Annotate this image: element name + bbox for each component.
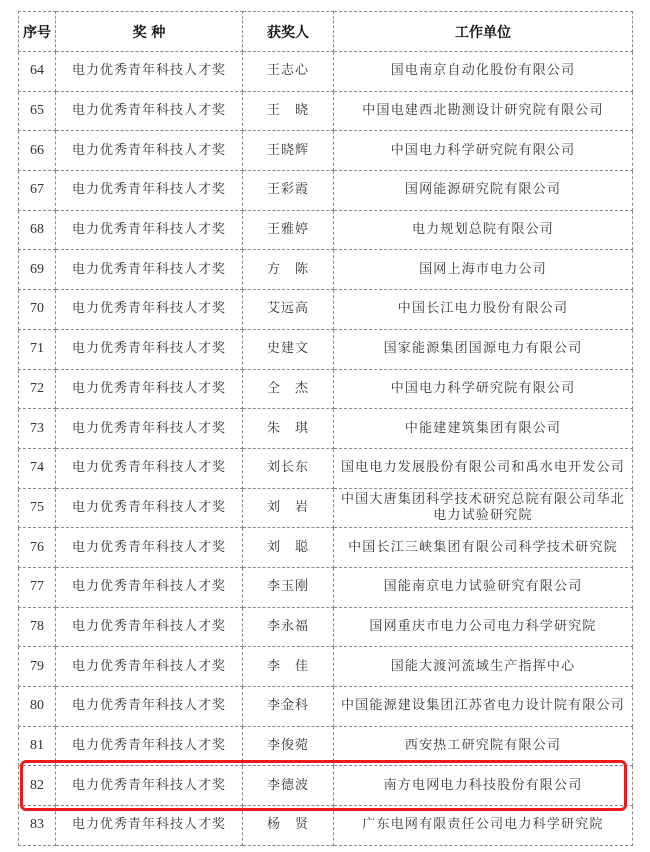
row-award: 电力优秀青年科技人才奖 [56,766,243,806]
row-winner: 刘 聪 [243,528,334,568]
row-winner: 艾远高 [243,290,334,330]
table-row [19,250,633,290]
row-unit: 电力规划总院有限公司 [334,210,633,250]
row-no: 69 [19,250,56,290]
row-no: 66 [19,131,56,171]
row-award: 电力优秀青年科技人才奖 [56,647,243,687]
row-winner: 李永福 [243,607,334,647]
row-no: 64 [19,52,56,92]
row-winner: 刘 岩 [243,488,334,528]
row-no: 76 [19,528,56,568]
table-row-highlighted [19,766,633,806]
row-award: 电力优秀青年科技人才奖 [56,687,243,727]
row-no: 68 [19,210,56,250]
row-unit: 国电电力发展股份有限公司和禹水电开发公司 [334,448,633,488]
row-unit: 国网重庆市电力公司电力科学研究院 [334,607,633,647]
row-unit: 中国能源建设集团江苏省电力设计院有限公司 [334,687,633,727]
table-row [19,210,633,250]
table-row [19,171,633,211]
row-no: 78 [19,607,56,647]
row-unit: 南方电网电力科技股份有限公司 [334,766,633,806]
row-no: 72 [19,369,56,409]
row-unit: 中能建建筑集团有限公司 [334,409,633,449]
row-unit: 西安热工研究院有限公司 [334,726,633,766]
header-unit: 工作单位 [334,12,633,52]
row-unit: 广东电网有限责任公司电力科学研究院 [334,806,633,846]
award-table [18,11,633,846]
row-unit: 中国电力科学研究院有限公司 [334,131,633,171]
row-winner: 王雅婷 [243,210,334,250]
row-no: 81 [19,726,56,766]
row-award: 电力优秀青年科技人才奖 [56,329,243,369]
row-award: 电力优秀青年科技人才奖 [56,210,243,250]
row-winner: 杨 贤 [243,806,334,846]
row-unit: 中国大唐集团科学技术研究总院有限公司华北电力试验研究院 [334,488,633,528]
row-no: 75 [19,488,56,528]
row-unit: 中国长江三峡集团有限公司科学技术研究院 [334,528,633,568]
row-winner: 李德波 [243,766,334,806]
row-award: 电力优秀青年科技人才奖 [56,171,243,211]
table-row [19,567,633,607]
row-unit: 国电南京自动化股份有限公司 [334,52,633,92]
row-winner: 王晓辉 [243,131,334,171]
table-row [19,528,633,568]
row-unit: 中国电建西北勘测设计研究院有限公司 [334,91,633,131]
row-unit: 中国长江电力股份有限公司 [334,290,633,330]
row-winner: 朱 琪 [243,409,334,449]
row-award: 电力优秀青年科技人才奖 [56,806,243,846]
row-winner: 王 晓 [243,91,334,131]
row-award: 电力优秀青年科技人才奖 [56,488,243,528]
table-row [19,806,633,846]
row-award: 电力优秀青年科技人才奖 [56,448,243,488]
row-award: 电力优秀青年科技人才奖 [56,250,243,290]
row-winner: 史建文 [243,329,334,369]
table-row [19,607,633,647]
row-winner: 王志心 [243,52,334,92]
row-unit: 国家能源集团国源电力有限公司 [334,329,633,369]
table-row [19,647,633,687]
row-unit: 国能南京电力试验研究有限公司 [334,567,633,607]
table-row [19,52,633,92]
row-award: 电力优秀青年科技人才奖 [56,726,243,766]
row-award: 电力优秀青年科技人才奖 [56,409,243,449]
table-row [19,448,633,488]
row-unit: 国网上海市电力公司 [334,250,633,290]
table-row [19,488,633,528]
row-unit: 中国电力科学研究院有限公司 [334,369,633,409]
row-no: 80 [19,687,56,727]
row-winner: 方 陈 [243,250,334,290]
row-winner: 刘长东 [243,448,334,488]
table-row [19,91,633,131]
row-no: 74 [19,448,56,488]
row-winner: 李 佳 [243,647,334,687]
row-winner: 李俊菀 [243,726,334,766]
row-no: 71 [19,329,56,369]
row-unit: 国网能源研究院有限公司 [334,171,633,211]
row-no: 79 [19,647,56,687]
header-award: 奖 种 [56,12,243,52]
table-row [19,687,633,727]
row-no: 83 [19,806,56,846]
row-award: 电力优秀青年科技人才奖 [56,52,243,92]
row-winner: 王彩霞 [243,171,334,211]
row-no: 82 [19,766,56,806]
table-header-row [19,12,633,52]
header-winner: 获奖人 [243,12,334,52]
table-row [19,409,633,449]
row-no: 65 [19,91,56,131]
row-award: 电力优秀青年科技人才奖 [56,131,243,171]
row-no: 67 [19,171,56,211]
row-unit: 国能大渡河流域生产指挥中心 [334,647,633,687]
header-no: 序号 [19,12,56,52]
row-no: 70 [19,290,56,330]
row-award: 电力优秀青年科技人才奖 [56,607,243,647]
table-row [19,290,633,330]
table-row [19,329,633,369]
table-row [19,369,633,409]
row-no: 73 [19,409,56,449]
row-winner: 李玉刚 [243,567,334,607]
row-award: 电力优秀青年科技人才奖 [56,369,243,409]
table-row [19,726,633,766]
award-table-container [18,11,632,846]
row-award: 电力优秀青年科技人才奖 [56,290,243,330]
row-no: 77 [19,567,56,607]
row-award: 电力优秀青年科技人才奖 [56,91,243,131]
row-winner: 李金科 [243,687,334,727]
row-award: 电力优秀青年科技人才奖 [56,528,243,568]
row-award: 电力优秀青年科技人才奖 [56,567,243,607]
row-winner: 仝 杰 [243,369,334,409]
table-row [19,131,633,171]
